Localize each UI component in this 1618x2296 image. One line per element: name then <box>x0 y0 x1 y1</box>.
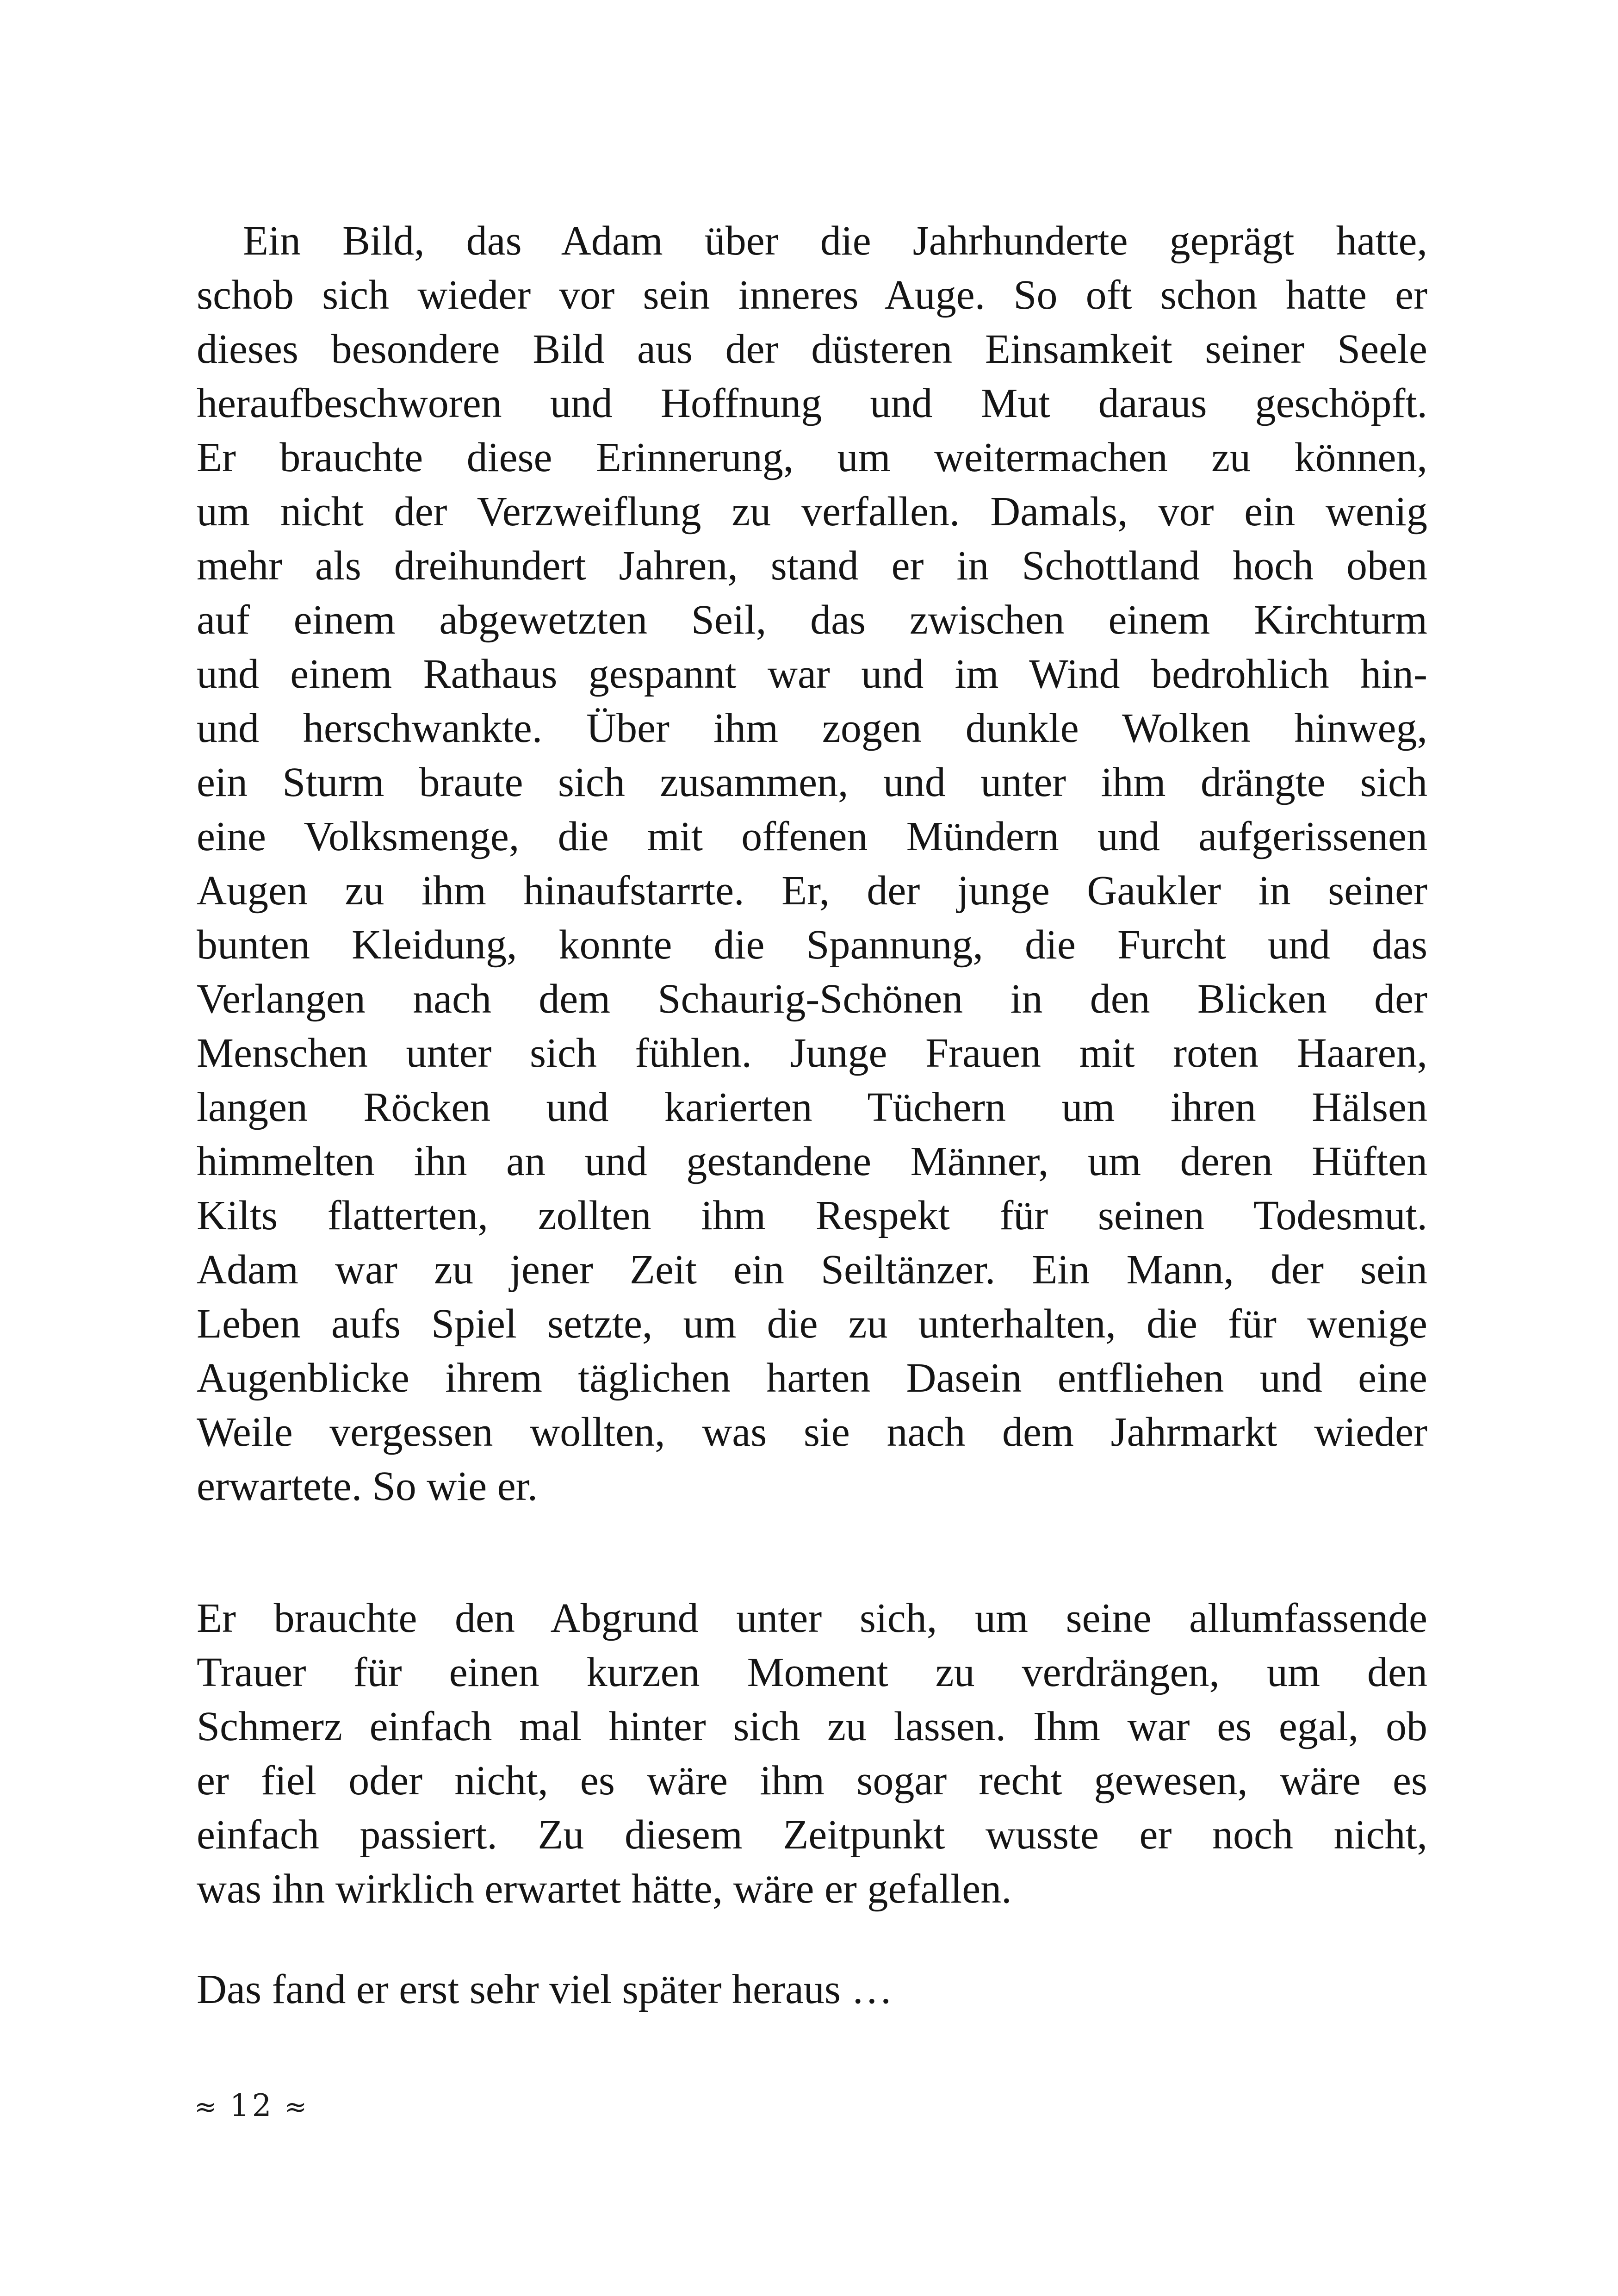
text-line: Trauer für einen kurzen Moment zu verdrängen, um den <box>197 1649 1427 1695</box>
text-line: Er brauchte den Abgrund unter sich, um seine allumfassende <box>197 1595 1427 1641</box>
text-line: Augen zu ihm hinaufstarrte. Er, der junge Gaukler in seiner <box>197 868 1427 914</box>
text-line: Menschen unter sich fühlen. Junge Frauen mit roten Haaren, <box>197 1030 1427 1076</box>
text-line: und einem Rathaus gespannt war und im Wind bedrohlich hin- <box>197 651 1427 697</box>
text-line: einfach passiert. Zu diesem Zeitpunkt wusste er noch nicht, <box>197 1812 1427 1858</box>
text-line: ein Sturm braute sich zusammen, und unter ihm drängte sich <box>197 759 1427 805</box>
text-line: Das fand er erst sehr viel später heraus … <box>197 1966 893 2012</box>
footer-ornament-left: ≈ <box>194 2091 220 2122</box>
text-line: Adam war zu jener Zeit ein Seiltänzer. Ein Mann, der sein <box>197 1247 1427 1293</box>
text-line: schob sich wieder vor sein inneres Auge. So oft schon hatte er <box>197 272 1427 318</box>
text-line: dieses besondere Bild aus der düsteren Einsamkeit seiner Seele <box>197 326 1427 372</box>
text-line: himmelten ihn an und gestandene Männer, um deren Hüften <box>197 1139 1427 1184</box>
text-line: auf einem abgewetzten Seil, das zwischen einem Kirchturm <box>197 597 1427 643</box>
text-line: Augenblicke ihrem täglichen harten Dasein entfliehen und eine <box>197 1355 1427 1401</box>
text-line: um nicht der Verzweiflung zu verfallen. Damals, vor ein wenig <box>197 489 1427 535</box>
text-line: Schmerz einfach mal hinter sich zu lassen. Ihm war es egal, ob <box>197 1704 1427 1749</box>
footer-ornament-right: ≈ <box>284 2091 310 2122</box>
text-line: was ihn wirklich erwartet hätte, wäre er gefallen. <box>197 1866 1012 1912</box>
page-number: 12 <box>229 2088 274 2123</box>
text-line: er fiel oder nicht, es wäre ihm sogar recht gewesen, wäre es <box>197 1758 1427 1804</box>
text-line: mehr als dreihundert Jahren, stand er in Schottland hoch oben <box>197 543 1427 589</box>
text-line: eine Volksmenge, die mit offenen Mündern und aufgerissenen <box>197 814 1427 859</box>
paragraph-3 <box>197 1962 1427 2016</box>
text-line: langen Röcken und karierten Tüchern um ihren Hälsen <box>197 1084 1427 1130</box>
text-line: Kilts flatterten, zollten ihm Respekt für seinen Todesmut. <box>197 1193 1427 1238</box>
text-line: und herschwankte. Über ihm zogen dunkle Wolken hinweg, <box>197 705 1427 751</box>
text-line: Ein Bild, das Adam über die Jahrhunderte geprägt hatte, <box>243 218 1427 264</box>
text-line: bunten Kleidung, konnte die Spannung, die Furcht und das <box>197 922 1427 968</box>
text-line: Weile vergessen wollten, was sie nach dem Jahrmarkt wieder <box>197 1409 1427 1455</box>
text-line: Er brauchte diese Erinnerung, um weitermachen zu können, <box>197 435 1427 480</box>
page-number-footer <box>194 2087 310 2125</box>
paragraph-2 <box>197 1591 1427 1916</box>
text-line: heraufbeschworen und Hoffnung und Mut daraus geschöpft. <box>197 380 1427 426</box>
paragraph-1 <box>197 214 1427 1513</box>
text-line: erwartete. So wie er. <box>197 1463 538 1509</box>
text-line: Verlangen nach dem Schaurig-Schönen in den Blicken der <box>197 976 1427 1022</box>
text-line: Leben aufs Spiel setzte, um die zu unterhalten, die für wenige <box>197 1301 1427 1347</box>
